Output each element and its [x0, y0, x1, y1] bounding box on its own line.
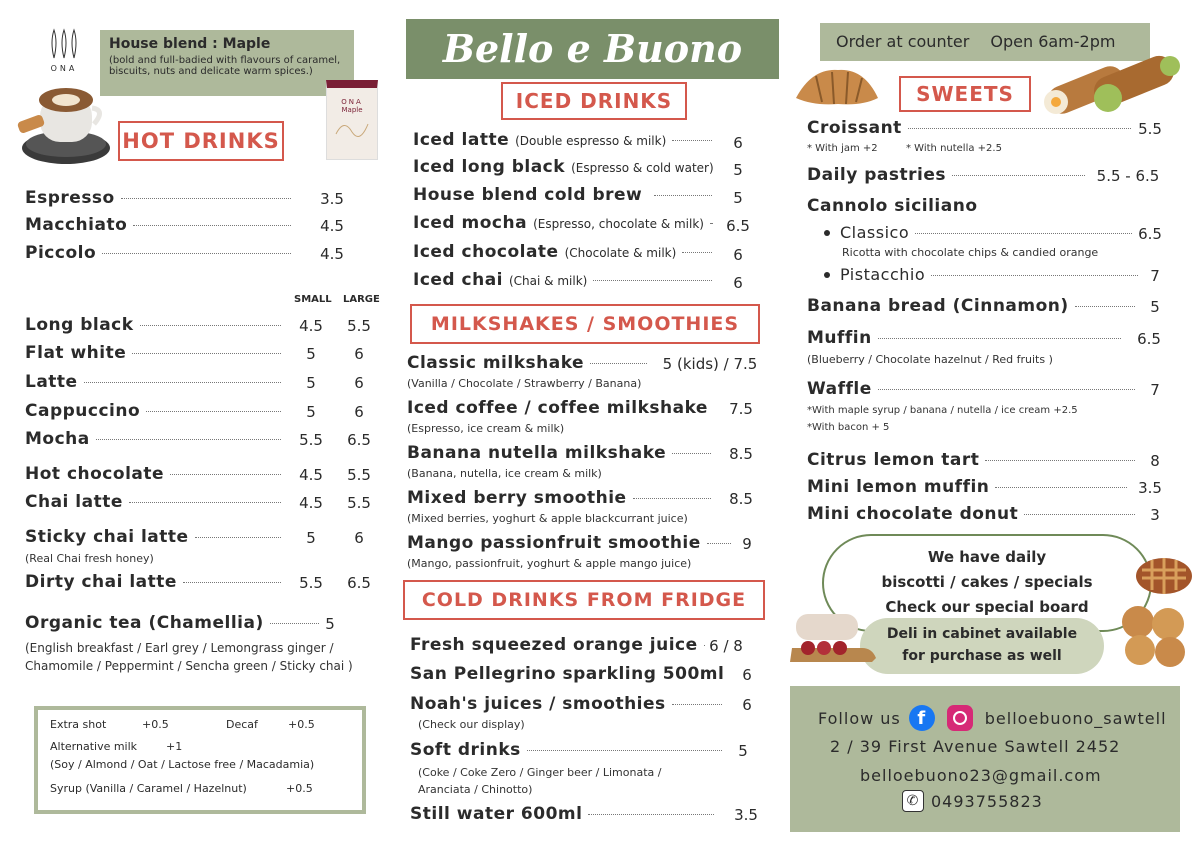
- menu-item-iced: [413, 130, 718, 150]
- alt-milk-price: +1: [166, 740, 183, 753]
- item-price: 6.5: [726, 217, 750, 235]
- item-price: 6: [742, 666, 752, 684]
- item-desc: * With jam +2: [807, 143, 878, 154]
- item-price: 5: [1150, 298, 1160, 316]
- item-price: 6: [354, 345, 364, 363]
- item-name: Iced latte: [413, 130, 510, 150]
- deli-line-2: for purchase as well: [902, 648, 1062, 664]
- item-price: 5.5: [299, 574, 323, 592]
- ona-logo-text: ONA: [50, 64, 78, 73]
- item-price: 4.5: [299, 466, 323, 484]
- item-price: 6: [742, 696, 752, 714]
- phone-row: [902, 790, 1043, 812]
- item-name: Mango passionfruit smoothie: [407, 533, 701, 553]
- item-price: 5: [325, 615, 335, 633]
- item-name: Mocha: [25, 429, 90, 449]
- item-price: 3.5: [320, 190, 344, 208]
- item-name: Hot chocolate: [25, 464, 165, 484]
- item-price: 6.5: [1138, 225, 1162, 243]
- facebook-icon[interactable]: f: [909, 705, 935, 731]
- item-desc: (Mango, passionfruit, yoghurt & apple mango juice): [407, 557, 692, 570]
- item-name: Noah's juices / smoothies: [410, 694, 666, 714]
- item-price: 4.5: [320, 245, 344, 263]
- deli-line-1: Deli in cabinet available: [886, 626, 1078, 642]
- item-price: 5.5: [299, 431, 323, 449]
- item-name: Piccolo: [25, 243, 97, 263]
- item-desc: (Espresso, ice cream & milk): [407, 422, 565, 435]
- item-name: Pistacchio: [820, 265, 925, 284]
- item-price: 4.5: [299, 494, 323, 512]
- follow-label: Follow us: [818, 708, 901, 728]
- item-desc: (Blueberry / Chocolate hazelnut / Red fruits ): [807, 353, 1053, 366]
- menu-item-hot: [25, 243, 297, 263]
- item-price: 6: [354, 374, 364, 392]
- item-price: 6: [354, 529, 364, 547]
- iced-drinks-heading: ICED DRINKS: [501, 82, 687, 120]
- specials-line-3: Check our special board: [885, 598, 1089, 616]
- item-price: 5: [306, 403, 316, 421]
- menu-item-hot-sized: [25, 401, 287, 421]
- syrup-label: Syrup (Vanilla / Caramel / Hazelnut): [50, 782, 247, 795]
- item-price: 9: [742, 535, 752, 553]
- item-price: 5: [306, 529, 316, 547]
- bag-brand-text: ONA: [341, 98, 363, 106]
- ona-feather-icon: [46, 28, 82, 60]
- menu-item-mini-donut: [807, 504, 1141, 524]
- item-price: 4.5: [320, 217, 344, 235]
- cafe-title: Bello e Buono: [406, 19, 779, 79]
- menu-item-hot-sized: [25, 572, 287, 592]
- menu-item-cold: [410, 694, 728, 714]
- ona-logo: [44, 28, 84, 76]
- item-desc: (Chai & milk): [509, 274, 588, 288]
- item-price: 6 / 8: [709, 637, 743, 655]
- menu-item-iced: [413, 242, 718, 262]
- tea-desc-1: (English breakfast / Earl grey / Lemongrass ginger /: [25, 641, 334, 655]
- item-name: Muffin: [807, 328, 872, 348]
- croissant-image: [792, 62, 882, 112]
- item-name: Iced long black: [413, 157, 566, 177]
- item-desc: (Check our display): [418, 718, 525, 731]
- item-name: Fresh squeezed orange juice: [410, 635, 698, 655]
- bag-pattern-icon: [332, 114, 372, 144]
- item-price: 6: [733, 246, 743, 264]
- item-name: Dirty chai latte: [25, 572, 177, 592]
- address: 2 / 39 First Avenue Sawtell 2452: [830, 737, 1121, 756]
- item-price: 6: [733, 274, 743, 292]
- item-price: 5: [738, 742, 748, 760]
- house-blend-title: House blend : Maple: [109, 36, 271, 52]
- item-name: Flat white: [25, 343, 127, 363]
- decaf-price: +0.5: [288, 718, 315, 731]
- item-price: 5: [733, 161, 743, 179]
- item-price: 6: [354, 403, 364, 421]
- item-name: Iced chai: [413, 270, 503, 290]
- item-price: 5.5: [347, 466, 371, 484]
- item-price: 5 (kids) / 7.5: [662, 355, 758, 373]
- size-large-label: LARGE: [343, 294, 380, 305]
- item-name: Croissant: [807, 118, 902, 138]
- item-name: Citrus lemon tart: [807, 450, 980, 470]
- item-price: 3.5: [734, 806, 758, 824]
- item-desc: (Espresso & cold water): [571, 161, 714, 175]
- menu-item-iced: [413, 213, 718, 233]
- menu-item-muffin: [807, 328, 1127, 348]
- item-name: Iced mocha: [413, 213, 528, 233]
- item-price: 6: [733, 134, 743, 152]
- alt-milk-options: (Soy / Almond / Oat / Lactose free / Macadamia): [50, 758, 315, 771]
- phone-icon: ✆: [902, 790, 924, 812]
- item-price: 5.5: [347, 494, 371, 512]
- menu-item-shake: [407, 533, 737, 553]
- menu-item-shake: [407, 488, 717, 508]
- menu-item-hot-sized: [25, 343, 287, 363]
- item-name: Cappuccino: [25, 401, 141, 421]
- menu-item-cold: [410, 635, 710, 655]
- menu-item-hot: [25, 188, 297, 208]
- item-desc: Ricotta with chocolate chips & candied orange: [842, 246, 1099, 259]
- item-desc: (Vanilla / Chocolate / Strawberry / Banana): [407, 377, 642, 390]
- item-price: 6.5: [347, 431, 371, 449]
- item-name: Long black: [25, 315, 134, 335]
- item-price: 7: [1150, 381, 1160, 399]
- item-desc: (Coke / Coke Zero / Ginger beer / Limonata /: [418, 766, 662, 779]
- item-price: 5.5 - 6.5: [1096, 167, 1160, 185]
- item-name: Organic tea (Chamellia): [25, 613, 264, 633]
- menu-item-daily-pastries: [807, 165, 1091, 185]
- menu-item-waffle: [807, 379, 1141, 399]
- item-name: Still water 600ml: [410, 804, 583, 824]
- menu-item-cannolo: [807, 196, 978, 216]
- menu-item-pistacchio: [820, 265, 1144, 284]
- item-desc: (Espresso, chocolate & milk): [533, 217, 704, 231]
- item-price: 6.5: [1137, 330, 1161, 348]
- item-name: Mini lemon muffin: [807, 477, 990, 497]
- menu-item-hot-sized: [25, 464, 287, 484]
- email[interactable]: belloebuono23@gmail.com: [860, 766, 1102, 785]
- item-name: Classico: [820, 223, 909, 242]
- item-desc: * With nutella +2.5: [906, 143, 1002, 154]
- item-price: 5: [733, 189, 743, 207]
- tea-desc-2: Chamomile / Peppermint / Sencha green / Sticky chai ): [25, 659, 353, 673]
- item-name: Waffle: [807, 379, 872, 399]
- bag-label-text: Maple: [341, 106, 363, 114]
- opening-hours: Open 6am-2pm: [990, 32, 1116, 51]
- item-desc: (Real Chai fresh honey): [25, 552, 154, 565]
- item-price: 8.5: [729, 490, 753, 508]
- milkshakes-heading: MILKSHAKES / SMOOTHIES: [410, 304, 760, 344]
- item-name: Mixed berry smoothie: [407, 488, 627, 508]
- specials-line-2: biscotti / cakes / specials: [881, 573, 1093, 591]
- extra-shot-label: Extra shot: [50, 718, 107, 731]
- item-name: Banana bread (Cinnamon): [807, 296, 1069, 316]
- menu-item-hot: [25, 215, 297, 235]
- cold-drinks-heading: COLD DRINKS FROM FRIDGE: [403, 580, 765, 620]
- item-name: San Pellegrino sparkling 500ml: [410, 664, 725, 684]
- syrup-price: +0.5: [286, 782, 313, 795]
- menu-item-mini-lemon-muffin: [807, 477, 1133, 497]
- menu-item-cold: [410, 664, 728, 684]
- item-name: Iced chocolate: [413, 242, 559, 262]
- house-blend-desc-1: (bold and full-badied with flavours of caramel,: [109, 55, 341, 66]
- cannoli-image: [1036, 52, 1186, 124]
- item-name: Cannolo siciliano: [807, 196, 978, 216]
- item-desc: (Chocolate & milk): [564, 246, 677, 260]
- menu-item-hot-sized: [25, 429, 287, 449]
- menu-item-cold: [410, 804, 720, 824]
- menu-item-hot-sized: [25, 372, 287, 392]
- item-price: 4.5: [299, 317, 323, 335]
- menu-item-citrus-tart: [807, 450, 1141, 470]
- item-name: Iced coffee / coffee milkshake: [407, 398, 708, 418]
- biscuits-image: [1116, 600, 1192, 670]
- item-name: Mini chocolate donut: [807, 504, 1019, 524]
- item-price: 5: [306, 374, 316, 392]
- extra-shot-price: +0.5: [142, 718, 169, 731]
- item-desc: (Double espresso & milk): [515, 134, 667, 148]
- item-price: 7: [1150, 267, 1160, 285]
- phone-number[interactable]: 0493755823: [931, 791, 1043, 811]
- salami-board-image: [784, 604, 880, 670]
- item-desc: (Mixed berries, yoghurt & apple blackcurrant juice): [407, 512, 688, 525]
- item-price: 8: [1150, 452, 1160, 470]
- instagram-handle[interactable]: belloebuono_sawtell: [984, 708, 1167, 728]
- item-desc: Aranciata / Chinotto): [418, 783, 533, 796]
- extras-box: [34, 706, 366, 814]
- menu-item-cold: [410, 740, 728, 760]
- item-name: Classic milkshake: [407, 353, 585, 373]
- item-name: Soft drinks: [410, 740, 521, 760]
- item-name: Daily pastries: [807, 165, 946, 185]
- item-desc: (Banana, nutella, ice cream & milk): [407, 467, 602, 480]
- decaf-label: Decaf: [226, 718, 258, 731]
- pie-image: [1134, 550, 1194, 596]
- item-name: Sticky chai latte: [25, 527, 189, 547]
- order-at-counter: Order at counter: [836, 32, 970, 51]
- item-name: Banana nutella milkshake: [407, 443, 667, 463]
- item-price: 7.5: [729, 400, 753, 418]
- menu-item-iced: [413, 157, 718, 177]
- alt-milk-label: Alternative milk: [50, 740, 138, 753]
- menu-item-banana-bread: [807, 296, 1141, 316]
- item-price: 5.5: [1138, 120, 1162, 138]
- item-desc: *With maple syrup / banana / nutella / ice cream +2.5: [807, 405, 1078, 416]
- item-price: 5: [306, 345, 316, 363]
- bullet: [824, 230, 830, 236]
- menu-item-iced: [413, 270, 718, 290]
- item-price: 3.5: [1138, 479, 1162, 497]
- item-price: 3: [1150, 506, 1160, 524]
- item-name: Chai latte: [25, 492, 123, 512]
- item-price: 6.5: [347, 574, 371, 592]
- menu-item-hot-sized: [25, 315, 287, 335]
- item-price: 5.5: [347, 317, 371, 335]
- menu-item-croissant: [807, 118, 1137, 138]
- sweets-heading: SWEETS: [899, 76, 1031, 112]
- menu-item-hot-sized: [25, 527, 287, 547]
- house-blend-desc-2: biscuits, nuts and delicate warm spices.): [109, 66, 313, 77]
- specials-line-1: We have daily: [927, 548, 1047, 566]
- menu-item-shake: [407, 353, 653, 373]
- menu-item-iced: [413, 185, 718, 205]
- hot-drinks-heading: HOT DRINKS: [118, 121, 284, 161]
- instagram-icon[interactable]: [947, 705, 973, 731]
- menu-item-shake: [407, 398, 717, 418]
- item-price: 8.5: [729, 445, 753, 463]
- follow-row: [818, 705, 1167, 731]
- menu-item-organic-tea: [25, 613, 325, 633]
- item-desc: *With bacon + 5: [807, 422, 890, 433]
- size-small-label: SMALL: [294, 294, 332, 305]
- item-name: Latte: [25, 372, 78, 392]
- coffee-bag-image: [326, 80, 378, 160]
- menu-item-classico: [820, 223, 1138, 242]
- bullet: [824, 272, 830, 278]
- coffee-cup-image: [14, 78, 110, 168]
- house-blend-box: [100, 30, 354, 96]
- deli-oval: [860, 618, 1104, 674]
- menu-item-hot-sized: [25, 492, 287, 512]
- item-name: Macchiato: [25, 215, 128, 235]
- menu-item-shake: [407, 443, 717, 463]
- item-name: House blend cold brew: [413, 185, 643, 205]
- item-name: Espresso: [25, 188, 115, 208]
